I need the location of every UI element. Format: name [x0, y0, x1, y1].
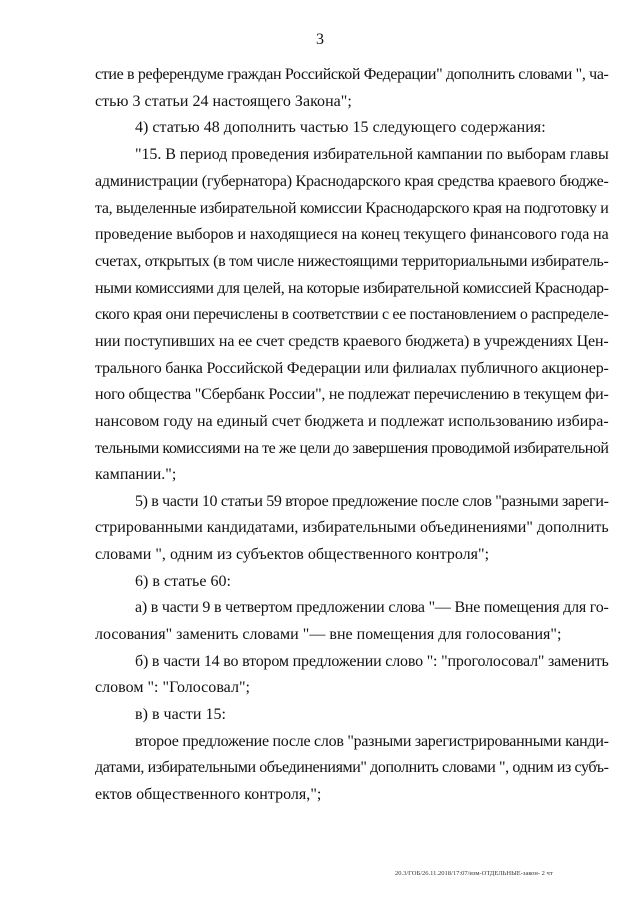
text-line: датами, избирательными объединениями" дополнить словами ", одним из субъ-: [95, 759, 609, 776]
text-line: та, выделенные избирательной комиссии Краснодарского края на подготовку и: [95, 200, 609, 217]
page-number: 3: [316, 31, 324, 48]
text-line: стрированными кандидатами, избирательными объединениями" дополнить: [95, 519, 609, 536]
text-line: нансовом году на единый счет бюджета и подлежат использованию избира-: [95, 413, 609, 430]
document-footer-code: 20.3/ГОБ/26.11.2018/17:07/изм-ОТДЕЛЬНЫЕ-закон- 2 чт: [395, 870, 553, 877]
text-line: б) в части 14 во втором предложении слово ": "проголосовал" заменить: [135, 653, 609, 670]
text-line: словами ", одним из субъектов общественного контроля";: [95, 546, 490, 563]
text-line: трального банка Российской Федерации или филиалах публичного акционер-: [95, 360, 609, 377]
text-line: а) в части 9 в четвертом предложении слова "— Вне помещения для го-: [135, 599, 609, 616]
text-line: нии поступивших на ее счет средств краевого бюджета) в учреждениях Цен-: [95, 333, 609, 350]
text-line: ного общества "Сбербанк России", не подлежат перечислению в текущем фи-: [95, 386, 609, 403]
text-line: 6) в статье 60:: [135, 573, 231, 590]
text-line: 5) в части 10 статьи 59 второе предложение после слов "разными зареги-: [135, 493, 609, 510]
text-line: стью 3 статьи 24 настоящего Закона";: [95, 93, 352, 110]
text-line: второе предложение после слов "разными зарегистрированными канди-: [135, 733, 609, 750]
text-line: словом ": "Голосовал";: [95, 679, 250, 696]
text-line: тельными комиссиями на те же цели до завершения проводимой избирательной: [95, 440, 609, 457]
text-line: администрации (губернатора) Краснодарского края средства краевого бюдже-: [95, 173, 609, 190]
text-line: ектов общественного контроля,";: [95, 786, 322, 803]
text-line: счетах, открытых (в том числе нижестоящими территориальными избиратель-: [95, 253, 609, 270]
text-line: "15. В период проведения избирательной кампании по выборам главы: [135, 146, 609, 163]
text-line: стие в референдуме граждан Российской Федерации" дополнить словами ", ча-: [95, 66, 609, 83]
text-line: проведение выборов и находящиеся на конец текущего финансового года на: [95, 226, 609, 243]
text-line: лосования" заменить словами "— вне помещения для голосования";: [95, 626, 562, 643]
text-line: кампании.";: [95, 466, 177, 483]
text-line: 4) статью 48 дополнить частью 15 следующего содержания:: [135, 119, 546, 136]
text-line: ными комиссиями для целей, на которые избирательной комиссией Краснодар-: [95, 280, 609, 297]
text-line: в) в части 15:: [135, 706, 226, 723]
text-line: ского края они перечислены в соответствии с ее постановлением о распределе-: [95, 306, 609, 323]
